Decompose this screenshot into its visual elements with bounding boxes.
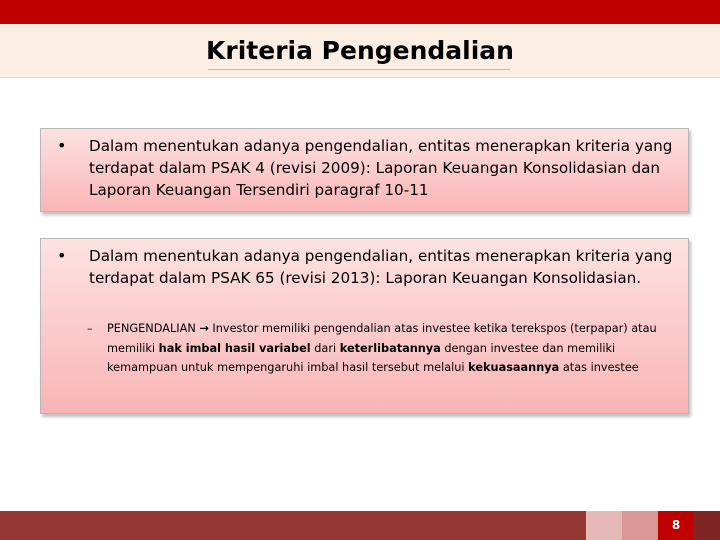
sub-text-part: dari <box>310 341 340 355</box>
footer-bar <box>0 511 586 540</box>
top-accent-bar <box>0 0 720 24</box>
sub-text-bold: hak imbal hasil variabel <box>158 341 311 355</box>
footer-square-dark <box>694 511 720 540</box>
bullet-text: Dalam menentukan adanya pengendalian, entitas menerapkan kriteria yang terdapat dalam PSAK 65 (revisi 2013): Laporan Keuangan Konsolidasian. <box>89 247 673 287</box>
footer-square-light <box>586 511 622 540</box>
bullet-marker: • <box>57 246 67 265</box>
title-underline <box>208 69 510 70</box>
sub-bullet-marker: – <box>87 322 93 335</box>
sub-bullet-text <box>107 319 678 378</box>
sub-text-part: Investor memiliki pengendalian atas investee ketika terekspos (terpapar) atau memiliki <box>107 322 657 355</box>
page-number: 8 <box>671 518 681 532</box>
sub-text-bold: keterlibatannya <box>339 341 441 355</box>
content-box-1 <box>40 128 689 212</box>
bullet-text: Dalam menentukan adanya pengendalian, entitas menerapkan kriteria yang terdapat dalam PSAK 4 (revisi 2009): Laporan Keuangan Konsolidasian dan Laporan Keuangan Tersendiri paragraf 10-11 <box>89 137 673 199</box>
sub-text-part: PENGENDALIAN <box>107 322 200 335</box>
footer-square-medium <box>622 511 658 540</box>
sub-text-bold: kekuasaannya <box>468 361 560 374</box>
sub-text-part: dengan investee dan memiliki kemampuan untuk mempengaruhi imbal hasil tersebut melalui <box>107 341 616 374</box>
slide-title: Kriteria Pengendalian <box>206 36 514 65</box>
sub-text-part: atas investee <box>559 361 639 374</box>
content-box-2 <box>40 238 689 414</box>
bullet-marker: • <box>57 136 67 155</box>
arrow-right-icon: → <box>199 322 209 335</box>
